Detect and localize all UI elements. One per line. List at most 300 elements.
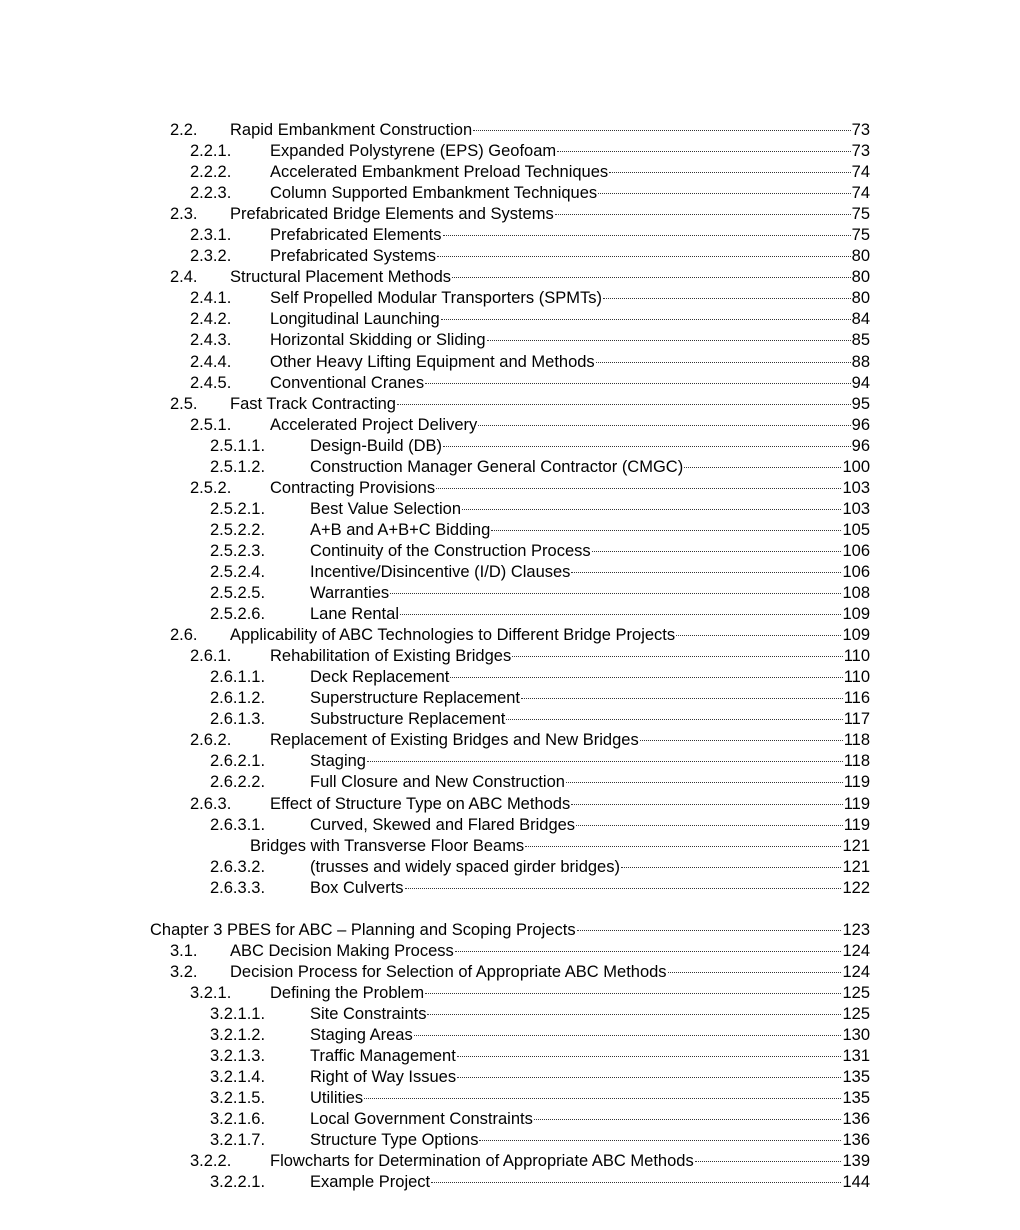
toc-entry-page-number: 96 — [851, 415, 870, 434]
toc-entry[interactable] — [0, 857, 1020, 878]
toc-entry[interactable] — [0, 246, 1020, 267]
toc-entry[interactable] — [0, 394, 1020, 415]
toc-entry-line — [310, 583, 870, 604]
toc-entry-title: Chapter 3 PBES for ABC – Planning and Scoping Projects — [150, 920, 576, 939]
toc-entry[interactable] — [0, 772, 1020, 793]
toc-entry-line — [310, 1025, 870, 1046]
toc-entry-number: 2.5.2.4. — [210, 562, 266, 581]
toc-entry-title: Curved, Skewed and Flared Bridges — [310, 815, 576, 834]
toc-entry-page-number: 121 — [842, 836, 870, 855]
toc-entry-title: Best Value Selection — [310, 499, 462, 518]
toc-entry-title: Accelerated Project Delivery — [270, 415, 478, 434]
toc-entry[interactable] — [0, 141, 1020, 162]
dot-leader — [478, 425, 850, 426]
toc-entry[interactable] — [0, 1151, 1020, 1172]
toc-entry-number: 3.2.1.3. — [210, 1047, 266, 1066]
toc-chapter-entry[interactable] — [0, 920, 1020, 941]
toc-entry-title: Warranties — [310, 584, 390, 603]
toc-entry-title: Design-Build (DB) — [310, 436, 443, 455]
toc-entry-line — [230, 120, 870, 141]
dot-leader — [443, 235, 851, 236]
toc-entry[interactable] — [0, 794, 1020, 815]
toc-entry-line — [310, 499, 870, 520]
toc-entry-page-number: 119 — [843, 815, 870, 834]
toc-entry-line — [310, 1046, 870, 1067]
toc-entry-number: 3.2.2. — [190, 1152, 232, 1171]
toc-entry-number: 2.4.2. — [190, 310, 232, 329]
toc-spacer — [0, 899, 1020, 920]
toc-entry-line — [230, 625, 870, 646]
toc-entry-line — [270, 352, 870, 373]
toc-entry-number: 2.2.2. — [190, 163, 232, 182]
toc-entry-title: Deck Replacement — [310, 668, 450, 687]
toc-entry-line — [310, 520, 870, 541]
toc-entry-line — [270, 373, 870, 394]
toc-entry-line — [270, 330, 870, 351]
toc-entry-page-number: 80 — [851, 289, 870, 308]
toc-entry[interactable] — [0, 541, 1020, 562]
toc-entry-number: 3.2. — [170, 962, 198, 981]
toc-entry-page-number: 94 — [851, 373, 870, 392]
toc-entry-title: Prefabricated Bridge Elements and Systems — [230, 205, 554, 224]
toc-entry-line — [270, 246, 870, 267]
dot-leader — [668, 972, 842, 973]
toc-entry-number: 2.4.3. — [190, 331, 232, 350]
toc-entry-title: Traffic Management — [310, 1047, 456, 1066]
toc-entry-title: Effect of Structure Type on ABC Methods — [270, 794, 571, 813]
toc-entry-line — [310, 1004, 870, 1025]
toc-entry-number: 2.6.1. — [190, 647, 232, 666]
toc-entry-line — [230, 941, 870, 962]
toc-entry-number: 3.2.1.1. — [210, 1004, 266, 1023]
toc-entry[interactable] — [0, 667, 1020, 688]
toc-entry-number: 2.5.2. — [190, 478, 232, 497]
toc-entry-title: Structure Type Options — [310, 1131, 479, 1150]
toc-entry-number: 2.5.2.3. — [210, 541, 266, 560]
toc-entry-number: 2.6.3.3. — [210, 878, 266, 897]
toc-entry[interactable] — [0, 120, 1020, 141]
toc-entry-title: Prefabricated Elements — [270, 226, 442, 245]
toc-entry-page-number: 136 — [842, 1131, 870, 1150]
toc-entry-number: 2.3.2. — [190, 247, 232, 266]
toc-entry-page-number: 84 — [851, 310, 870, 329]
toc-entry-title: Utilities — [310, 1089, 364, 1108]
toc-entry-line — [230, 394, 870, 415]
toc-entry-line — [250, 836, 870, 857]
toc-entry-title: Site Constraints — [310, 1004, 427, 1023]
toc-entry-page-number: 106 — [842, 562, 870, 581]
toc-entry-number: 2.2. — [170, 121, 198, 139]
toc-entry-title: Self Propelled Modular Transporters (SPMTs) — [270, 289, 602, 308]
toc-entry-number: 3.2.1.7. — [210, 1131, 266, 1150]
toc-entry-number: 2.4.4. — [190, 352, 232, 371]
toc-entry-title: Staging Areas — [310, 1026, 413, 1045]
toc-entry-line — [270, 415, 870, 436]
toc-entry-title: Applicability of ABC Technologies to Different Bridge Projects — [230, 626, 676, 645]
toc-entry-page-number: 75 — [851, 226, 870, 245]
toc-entry[interactable] — [0, 309, 1020, 330]
dot-leader — [367, 761, 843, 762]
toc-entry-page-number: 73 — [851, 142, 870, 161]
toc-entry-title: Continuity of the Construction Process — [310, 541, 591, 560]
dot-leader — [425, 383, 851, 384]
dot-leader — [397, 404, 851, 405]
dot-leader — [571, 804, 842, 805]
toc-entry-page-number: 122 — [842, 878, 870, 897]
toc-entry-line — [270, 162, 870, 183]
toc-entry-line — [270, 478, 870, 499]
dot-leader — [405, 888, 842, 889]
toc-entry-title: Prefabricated Systems — [270, 247, 436, 266]
toc-entry[interactable] — [0, 204, 1020, 225]
toc-entry-number: 3.2.1. — [190, 983, 232, 1002]
toc-entry-number: 2.5.2.2. — [210, 520, 266, 539]
toc-entry-page-number: 109 — [842, 626, 870, 645]
toc-entry[interactable] — [0, 225, 1020, 246]
toc-entry-title: Horizontal Skidding or Sliding — [270, 331, 486, 350]
toc-entry-number: 2.6.2. — [190, 731, 232, 750]
toc-entry[interactable] — [0, 730, 1020, 751]
toc-entry-number: 2.5. — [170, 394, 198, 413]
toc-entry-title: Box Culverts — [310, 878, 404, 897]
toc-entry-line — [270, 225, 870, 246]
toc-entry-line — [310, 1109, 870, 1130]
table-of-contents — [0, 120, 1020, 1193]
toc-entry-title: Column Supported Embankment Techniques — [270, 184, 598, 203]
toc-entry-title: Superstructure Replacement — [310, 689, 521, 708]
toc-entry[interactable] — [0, 457, 1020, 478]
toc-entry-title: Staging — [310, 752, 366, 771]
toc-entry[interactable] — [0, 1025, 1020, 1046]
toc-entry-line — [310, 436, 870, 457]
toc-entry-line — [230, 962, 870, 983]
toc-entry-page-number: 103 — [842, 478, 870, 497]
toc-entry[interactable] — [0, 836, 1020, 857]
toc-entry-page-number: 119 — [843, 773, 870, 792]
toc-entry[interactable] — [0, 962, 1020, 983]
dot-leader — [555, 214, 851, 215]
toc-entry-number: 2.5.1.2. — [210, 457, 266, 476]
toc-entry-page-number: 88 — [851, 352, 870, 371]
toc-entry[interactable] — [0, 983, 1020, 1004]
toc-entry-number: 2.6. — [170, 626, 198, 645]
toc-entry-title: Expanded Polystyrene (EPS) Geofoam — [270, 142, 557, 161]
toc-entry-page-number: 131 — [842, 1047, 870, 1066]
toc-entry[interactable] — [0, 1088, 1020, 1109]
toc-entry-line — [310, 1130, 870, 1151]
toc-entry[interactable] — [0, 1109, 1020, 1130]
toc-entry-page-number: 108 — [842, 584, 870, 603]
dot-leader — [557, 151, 850, 152]
toc-entry[interactable] — [0, 162, 1020, 183]
toc-entry-number: 2.5.2.1. — [210, 499, 266, 518]
dot-leader — [566, 782, 843, 783]
toc-entry-line — [310, 667, 870, 688]
toc-entry-page-number: 73 — [851, 121, 870, 139]
dot-leader — [473, 130, 851, 131]
toc-entry-line — [310, 772, 870, 793]
dot-leader — [571, 572, 841, 573]
toc-entry-page-number: 135 — [842, 1089, 870, 1108]
toc-entry-page-number: 110 — [843, 647, 870, 666]
toc-entry-line — [270, 983, 870, 1004]
toc-entry[interactable] — [0, 646, 1020, 667]
toc-entry-number: 2.6.1.1. — [210, 668, 266, 687]
toc-entry[interactable] — [0, 183, 1020, 204]
toc-entry-line — [310, 1067, 870, 1088]
toc-entry-number: 3.1. — [170, 941, 198, 960]
toc-entry-title: A+B and A+B+C Bidding — [310, 520, 491, 539]
toc-entry-line — [310, 709, 870, 730]
toc-entry-line — [310, 457, 870, 478]
toc-entry-page-number: 106 — [842, 541, 870, 560]
toc-entry[interactable] — [0, 815, 1020, 836]
dot-leader — [414, 1035, 842, 1036]
toc-entry-title: Full Closure and New Construction — [310, 773, 565, 792]
dot-leader — [436, 488, 841, 489]
toc-entry[interactable] — [0, 373, 1020, 394]
toc-entry-title: Rehabilitation of Existing Bridges — [270, 647, 512, 666]
toc-entry[interactable] — [0, 352, 1020, 373]
toc-entry-title: Lane Rental — [310, 605, 399, 624]
toc-entry[interactable] — [0, 436, 1020, 457]
toc-entry-line — [270, 730, 870, 751]
toc-entry-number: 2.5.1. — [190, 415, 232, 434]
toc-entry[interactable] — [0, 330, 1020, 351]
toc-entry-number: 2.4. — [170, 268, 198, 287]
dot-leader — [487, 340, 851, 341]
toc-entry-page-number: 116 — [843, 689, 870, 708]
dot-leader — [390, 593, 841, 594]
toc-entry[interactable] — [0, 1046, 1020, 1067]
toc-entry-number: 2.6.1.2. — [210, 689, 266, 708]
dot-leader — [450, 677, 842, 678]
toc-entry-number: 2.4.1. — [190, 289, 232, 308]
dot-leader — [506, 719, 842, 720]
toc-entry-page-number: 85 — [851, 331, 870, 350]
toc-entry-line — [270, 1151, 870, 1172]
toc-entry-line — [270, 646, 870, 667]
dot-leader — [534, 1119, 842, 1120]
dot-leader — [452, 277, 851, 278]
toc-entry-page-number: 124 — [842, 941, 870, 960]
toc-entry-line — [270, 794, 870, 815]
toc-entry-line — [310, 688, 870, 709]
toc-entry-number: 3.2.2.1. — [210, 1173, 266, 1192]
dot-leader — [431, 1182, 841, 1183]
dot-leader — [400, 614, 841, 615]
dot-leader — [462, 509, 841, 510]
toc-entry-page-number: 109 — [842, 605, 870, 624]
dot-leader — [425, 993, 841, 994]
toc-entry[interactable] — [0, 1172, 1020, 1193]
dot-leader — [621, 867, 841, 868]
toc-entry[interactable] — [0, 625, 1020, 646]
dot-leader — [598, 193, 851, 194]
toc-entry-page-number: 118 — [843, 752, 870, 771]
toc-entry-line — [230, 204, 870, 225]
toc-entry-title: Other Heavy Lifting Equipment and Methods — [270, 352, 595, 371]
toc-entry-number: 2.6.3.1. — [210, 815, 266, 834]
toc-entry[interactable] — [0, 709, 1020, 730]
toc-entry-number: 2.5.2.6. — [210, 605, 266, 624]
toc-entry-number: 2.6.1.3. — [210, 710, 266, 729]
toc-entry[interactable] — [0, 941, 1020, 962]
toc-entry-title: (trusses and widely spaced girder bridges) — [310, 857, 620, 876]
toc-entry-line — [310, 751, 870, 772]
toc-entry[interactable] — [0, 288, 1020, 309]
toc-entry-title: Bridges with Transverse Floor Beams — [250, 836, 525, 855]
toc-entry-number: 2.5.2.5. — [210, 584, 266, 603]
toc-entry-title: Right of Way Issues — [310, 1068, 457, 1087]
toc-entry-page-number: 135 — [842, 1068, 870, 1087]
dot-leader — [576, 825, 843, 826]
toc-entry-line — [310, 1172, 870, 1193]
toc-entry-number: 2.3.1. — [190, 226, 232, 245]
toc-entry-page-number: 74 — [851, 184, 870, 203]
toc-entry-page-number: 96 — [851, 436, 870, 455]
toc-entry-number: 2.3. — [170, 205, 198, 224]
toc-entry[interactable] — [0, 1004, 1020, 1025]
toc-entry-title: Construction Manager General Contractor (CMGC) — [310, 457, 684, 476]
toc-entry[interactable] — [0, 1130, 1020, 1151]
toc-entry-page-number: 80 — [851, 268, 870, 287]
toc-entry-line — [270, 309, 870, 330]
dot-leader — [427, 1014, 841, 1015]
toc-entry-page-number: 103 — [842, 499, 870, 518]
dot-leader — [455, 951, 842, 952]
toc-entry-page-number: 119 — [843, 794, 870, 813]
dot-leader — [676, 635, 841, 636]
toc-entry[interactable] — [0, 688, 1020, 709]
toc-entry-line — [150, 920, 870, 941]
toc-entry-page-number: 123 — [842, 920, 870, 939]
toc-entry-title: Local Government Constraints — [310, 1110, 533, 1129]
dot-leader — [521, 698, 843, 699]
toc-entry-title: ABC Decision Making Process — [230, 941, 454, 960]
toc-entry-line — [270, 141, 870, 162]
toc-entry-number: 2.2.3. — [190, 184, 232, 203]
toc-entry-title: Decision Process for Selection of Appropriate ABC Methods — [230, 962, 667, 981]
toc-entry-page-number: 100 — [842, 457, 870, 476]
dot-leader — [479, 1140, 841, 1141]
toc-entry-number: 2.6.2.1. — [210, 752, 266, 771]
toc-entry-number: 2.6.2.2. — [210, 773, 266, 792]
toc-entry[interactable] — [0, 1067, 1020, 1088]
toc-entry-page-number: 136 — [842, 1110, 870, 1129]
toc-entry-number: 3.2.1.4. — [210, 1068, 266, 1087]
toc-entry-page-number: 117 — [843, 710, 870, 729]
toc-entry-page-number: 105 — [842, 520, 870, 539]
toc-entry-title: Fast Track Contracting — [230, 394, 396, 413]
dot-leader — [525, 846, 841, 847]
toc-entry-line — [270, 183, 870, 204]
dot-leader — [609, 172, 850, 173]
toc-entry[interactable] — [0, 751, 1020, 772]
dot-leader — [457, 1077, 841, 1078]
toc-entry-page-number: 121 — [842, 857, 870, 876]
toc-entry-page-number: 130 — [842, 1026, 870, 1045]
dot-leader — [441, 319, 851, 320]
toc-entry-line — [310, 815, 870, 836]
dot-leader — [603, 298, 851, 299]
dot-leader — [684, 467, 841, 468]
toc-entry-page-number: 74 — [851, 163, 870, 182]
toc-entry-title: Rapid Embankment Construction — [230, 121, 473, 139]
toc-entry-page-number: 124 — [842, 962, 870, 981]
dot-leader — [577, 930, 842, 931]
toc-entry-number: 2.4.5. — [190, 373, 232, 392]
toc-entry-number: 3.2.1.6. — [210, 1110, 266, 1129]
toc-entry-line — [270, 288, 870, 309]
toc-entry-line — [310, 604, 870, 625]
toc-entry-page-number: 125 — [842, 1004, 870, 1023]
toc-entry-title: Longitudinal Launching — [270, 310, 440, 329]
toc-entry-title: Defining the Problem — [270, 983, 425, 1002]
toc-entry-number: 3.2.1.5. — [210, 1089, 266, 1108]
toc-entry[interactable] — [0, 499, 1020, 520]
dot-leader — [457, 1056, 842, 1057]
dot-leader — [443, 446, 851, 447]
toc-entry-line — [310, 562, 870, 583]
toc-entry-line — [310, 541, 870, 562]
toc-entry[interactable] — [0, 878, 1020, 899]
dot-leader — [596, 362, 851, 363]
toc-entry-page-number: 110 — [843, 668, 870, 687]
toc-entry-title: Contracting Provisions — [270, 478, 436, 497]
toc-entry-title: Example Project — [310, 1173, 431, 1192]
toc-entry-title: Substructure Replacement — [310, 710, 506, 729]
toc-entry-page-number: 118 — [843, 731, 870, 750]
toc-entry-number: 2.6.3.2. — [210, 857, 266, 876]
toc-entry[interactable] — [0, 478, 1020, 499]
toc-entry[interactable] — [0, 604, 1020, 625]
toc-entry-page-number: 125 — [842, 983, 870, 1002]
toc-entry-number: 2.6.3. — [190, 794, 232, 813]
toc-entry-line — [310, 857, 870, 878]
dot-leader — [512, 656, 842, 657]
toc-entry-number: 3.2.1.2. — [210, 1026, 266, 1045]
dot-leader — [640, 740, 843, 741]
toc-entry-line — [230, 267, 870, 288]
dot-leader — [491, 530, 841, 531]
toc-entry-title: Conventional Cranes — [270, 373, 425, 392]
toc-entry[interactable] — [0, 520, 1020, 541]
toc-entry-title: Structural Placement Methods — [230, 268, 452, 287]
toc-entry-title: Accelerated Embankment Preload Techniques — [270, 163, 609, 182]
toc-entry-number: 2.5.1.1. — [210, 436, 266, 455]
toc-entry[interactable] — [0, 267, 1020, 288]
toc-entry[interactable] — [0, 415, 1020, 436]
dot-leader — [592, 551, 842, 552]
toc-entry-line — [310, 878, 870, 899]
toc-entry-line — [310, 1088, 870, 1109]
toc-entry-title: Incentive/Disincentive (I/D) Clauses — [310, 562, 571, 581]
toc-entry-title: Flowcharts for Determination of Appropriate ABC Methods — [270, 1152, 694, 1171]
toc-entry-number: 2.2.1. — [190, 142, 232, 161]
toc-entry[interactable] — [0, 583, 1020, 604]
dot-leader — [695, 1161, 842, 1162]
toc-entry-page-number: 95 — [851, 394, 870, 413]
dot-leader — [437, 256, 851, 257]
toc-entry-page-number: 80 — [851, 247, 870, 266]
dot-leader — [364, 1098, 841, 1099]
toc-entry[interactable] — [0, 562, 1020, 583]
toc-entry-title: Replacement of Existing Bridges and New Bridges — [270, 731, 639, 750]
toc-entry-page-number: 75 — [851, 205, 870, 224]
toc-entry-page-number: 144 — [842, 1173, 870, 1192]
toc-entry-page-number: 139 — [842, 1152, 870, 1171]
